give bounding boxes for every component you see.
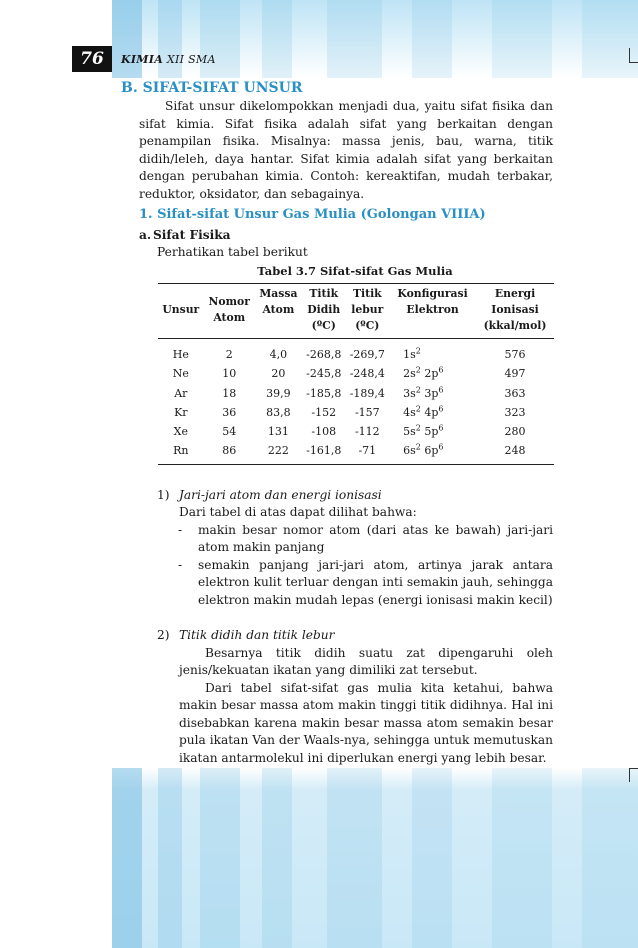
table-row <box>158 422 554 441</box>
cell-energi: 363 <box>504 386 526 400</box>
col-unsur: Unsur <box>158 284 204 339</box>
cell-massa: 83,8 <box>266 405 291 419</box>
table-intro: Perhatikan tabel berikut <box>157 245 308 259</box>
col-massa: Massa Atom <box>255 284 302 339</box>
cell-didih: -108 <box>311 425 337 439</box>
item-1-bullet <box>121 522 553 557</box>
item-2-paragraph-2: Dari tabel sifat-sifat gas mulia kita ketahui, bahwa makin besar massa atom makin tinggi titik didihnya. Hal ini disebabkan karena makin besar massa atom semakin besar pula ikatan Van der Waals-nya, sehingga untuk memutuskan ikatan antarmolekul ini diperlukan energi yang lebih besar. <box>179 680 553 765</box>
cell-lebur: -248,4 <box>349 367 385 381</box>
subsection-a-heading <box>121 227 553 245</box>
item-1-bullet <box>121 557 553 610</box>
cell-energi: 280 <box>504 425 526 439</box>
subsection-a-label: a. <box>139 227 152 242</box>
table-row <box>158 384 554 403</box>
subsection-title: 1. Sifat-sifat Unsur Gas Mulia (Golongan VIIIA) <box>139 207 486 222</box>
cell-lebur: -189,4 <box>349 386 385 400</box>
cell-energi: 576 <box>504 348 526 361</box>
cell-unsur: He <box>172 348 189 361</box>
table-row <box>158 364 554 383</box>
cell-konf: $2s^2$ $2p^6$ <box>403 365 444 381</box>
item-1-lead: Dari tabel di atas dapat dilihat bahwa: <box>179 505 417 520</box>
item-2-number: 2) <box>157 628 170 643</box>
col-energi: Energi Ionisasi (kkal/mol) <box>476 284 554 339</box>
cell-didih: -245,8 <box>306 367 342 381</box>
cell-unsur: Kr <box>174 405 188 419</box>
table-caption: Tabel 3.7 Sifat-sifat Gas Mulia <box>257 263 453 278</box>
cell-massa: 39,9 <box>266 386 291 400</box>
book-title-bold: KIMIA <box>121 53 164 66</box>
cell-nomor: 36 <box>222 405 237 419</box>
crop-mark-top <box>629 48 630 62</box>
cell-nomor: 54 <box>222 425 237 439</box>
cell-nomor: 2 <box>225 348 233 361</box>
cell-energi: 497 <box>504 367 526 381</box>
cell-energi: 248 <box>504 444 526 458</box>
bullet-mark: - <box>178 522 183 537</box>
cell-didih: -268,8 <box>306 348 342 361</box>
section-intro: Sifat unsur dikelompokkan menjadi dua, yaitu sifat fisika dan sifat kimia. Sifat fisika adalah sifat yang berkaitan dengan penampilan fisika. Misalnya: massa jenis, bau, warna, titik didih/leleh, daya hantar. Sifat kimia adalah sifat yang berkaitan dengan perubahan kimia. Contoh: kereaktifan, mudah terbakar, reduktor, oksidator, dan sebagainya. <box>139 99 553 201</box>
cell-massa: 222 <box>267 444 289 458</box>
cell-unsur: Ne <box>172 367 189 381</box>
item-2-heading <box>121 627 553 645</box>
noble-gas-table <box>158 283 554 465</box>
book-title-rest: XII SMA <box>163 53 216 66</box>
cell-unsur: Rn <box>173 444 189 458</box>
cell-lebur: -71 <box>358 444 377 458</box>
page-number: 76 <box>72 46 112 72</box>
crop-mark-bottom <box>629 768 638 769</box>
left-margin <box>0 0 112 948</box>
crop-mark-top-h <box>629 62 638 63</box>
item-1-title: Jari-jari atom dan energi ionisasi <box>179 487 382 502</box>
cell-didih: -152 <box>311 405 337 419</box>
col-konfigurasi: Konfigurasi Elektron <box>389 284 476 339</box>
col-nomor: Nomor Atom <box>204 284 255 339</box>
cell-lebur: -112 <box>354 425 380 439</box>
cell-massa: 20 <box>271 367 286 381</box>
cell-didih: -161,8 <box>306 444 342 458</box>
cell-energi: 323 <box>504 405 526 419</box>
cell-unsur: Ar <box>174 386 188 400</box>
bullet-text: makin besar nomor atom (dari atas ke bawah) jari-jari atom makin panjang <box>198 522 553 555</box>
page-content <box>121 78 553 767</box>
cell-nomor: 18 <box>222 386 237 400</box>
col-lebur: Titik lebur (ºC) <box>346 284 390 339</box>
item-2-title: Titik didih dan titik lebur <box>179 628 335 643</box>
cell-konf: $4s^2$ $4p^6$ <box>403 404 444 419</box>
cell-massa: 4,0 <box>269 348 288 361</box>
cell-konf: $6s^2$ $6p^6$ <box>403 442 444 458</box>
subsection-a-title: Sifat Fisika <box>153 227 231 242</box>
col-didih: Titik Didih (ºC) <box>302 284 346 339</box>
table-header-row <box>158 284 554 339</box>
section-title: B. SIFAT-SIFAT UNSUR <box>121 80 303 96</box>
cell-lebur: -269,7 <box>349 348 385 361</box>
crop-mark-bottom-v <box>629 768 630 782</box>
bullet-text: semakin panjang jari-jari atom, artinya jarak antara elektron kulit terluar dengan inti semakin jauh, sehingga elektron makin mudah lepas (energi ionisasi makin kecil) <box>198 557 553 607</box>
table-row <box>158 339 554 365</box>
cell-konf: $5s^2$ $5p^6$ <box>403 423 444 439</box>
item-1-number: 1) <box>157 487 170 502</box>
item-2-paragraph-1: Besarnya titik didih suatu zat dipengaruhi oleh jenis/kekuatan ikatan yang dimiliki zat tersebut. <box>179 645 553 678</box>
cell-massa: 131 <box>267 425 289 439</box>
cell-konf: $1s^2$ <box>403 346 421 361</box>
bullet-mark: - <box>178 557 183 572</box>
cell-lebur: -157 <box>354 405 380 419</box>
cell-didih: -185,8 <box>306 386 342 400</box>
cell-nomor: 86 <box>222 444 237 458</box>
cell-unsur: Xe <box>173 425 188 439</box>
cell-nomor: 10 <box>222 367 237 381</box>
item-1-heading <box>121 487 553 505</box>
table-row <box>158 441 554 464</box>
cell-konf: $3s^2$ $3p^6$ <box>403 384 444 400</box>
running-header <box>121 53 216 66</box>
table-row <box>158 403 554 422</box>
